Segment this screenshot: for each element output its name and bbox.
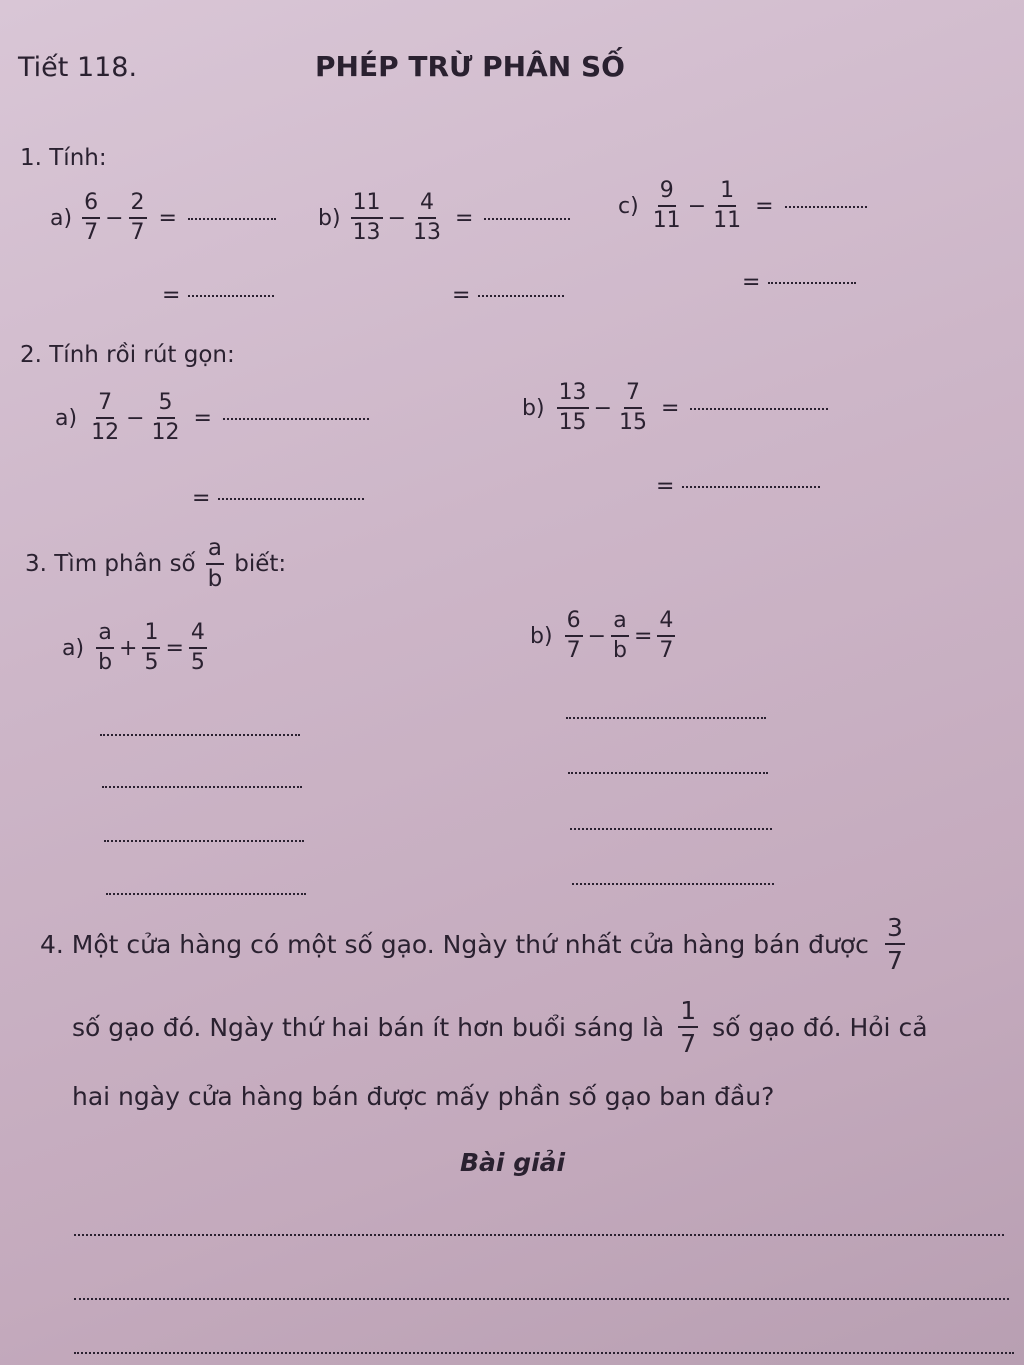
item-label: b)	[522, 395, 545, 421]
q2-a-second-line	[192, 486, 364, 511]
numerator: 1	[142, 622, 160, 649]
q1-item-b	[318, 192, 570, 244]
page-title: PHÉP TRỪ PHÂN SỐ	[315, 50, 625, 83]
numerator: 6	[82, 192, 100, 219]
answer-line[interactable]	[102, 786, 302, 788]
solution-heading: Bài giải	[460, 1148, 566, 1177]
q4-text-1: 4. Một cửa hàng có một số gạo. Ngày thứ nhất cửa hàng bán được	[40, 929, 869, 959]
denominator: 13	[413, 220, 441, 245]
numerator: a	[96, 622, 113, 649]
q4-line-1	[40, 915, 907, 973]
denominator: 7	[84, 220, 99, 245]
item-label: a)	[62, 635, 85, 661]
numerator: 9	[658, 180, 676, 207]
lesson-number: Tiết 118.	[18, 52, 138, 83]
answer-line[interactable]	[106, 893, 306, 895]
fraction	[351, 192, 383, 244]
q4-line-3: hai ngày cửa hàng bán được mấy phần số gạo ban đầu?	[72, 1082, 775, 1111]
item-label: c)	[618, 193, 639, 219]
fraction	[565, 610, 583, 662]
fraction	[557, 382, 589, 434]
fraction	[129, 192, 147, 244]
operator: −	[593, 395, 612, 421]
operator: −	[105, 205, 124, 231]
q4-text-2-post: số gạo đó. Hỏi cả	[712, 1012, 928, 1042]
equals-sign: =	[192, 486, 211, 511]
numerator: 1	[678, 998, 698, 1028]
fraction	[82, 192, 100, 244]
denominator: 13	[352, 220, 381, 245]
answer-line[interactable]	[568, 772, 768, 774]
item-label: a)	[50, 205, 73, 231]
q4-text-2-pre: số gạo đó. Ngày thứ hai bán ít hơn buổi sáng là	[72, 1012, 665, 1042]
equals-sign: =	[162, 283, 181, 308]
fraction	[411, 192, 443, 244]
fraction	[150, 392, 182, 444]
answer-line[interactable]	[572, 883, 774, 885]
numerator: 6	[565, 610, 583, 637]
operator: −	[126, 405, 145, 431]
item-label: b)	[318, 205, 341, 231]
answer-blank[interactable]	[223, 417, 369, 420]
q3-heading-post: biết:	[234, 551, 287, 577]
fraction	[89, 392, 121, 444]
numerator: 7	[96, 392, 114, 419]
item-label: a)	[55, 405, 78, 431]
denominator: 15	[619, 410, 647, 435]
equals-sign: =	[755, 193, 774, 219]
fraction	[651, 180, 683, 232]
denominator: 12	[151, 420, 180, 445]
numerator: a	[611, 610, 628, 637]
denominator: 7	[566, 638, 581, 663]
denominator: 11	[652, 208, 681, 233]
denominator: 7	[130, 220, 145, 245]
answer-blank[interactable]	[188, 294, 274, 297]
fraction	[711, 180, 743, 232]
fraction	[885, 915, 905, 973]
operator: +	[119, 635, 138, 661]
q3-item-a	[62, 622, 209, 674]
equals-sign: =	[158, 205, 177, 231]
item-label: b)	[530, 623, 553, 649]
numerator: 3	[885, 915, 905, 945]
q2-item-b	[522, 382, 828, 434]
answer-line[interactable]	[100, 734, 300, 736]
q2-item-a	[55, 392, 369, 444]
answer-blank[interactable]	[785, 205, 867, 208]
equals-sign: =	[661, 395, 680, 421]
numerator: 5	[157, 392, 175, 419]
numerator: 4	[418, 192, 436, 219]
equals-sign: =	[165, 635, 184, 661]
operator: −	[387, 205, 406, 231]
equals-sign: =	[742, 270, 761, 295]
solution-line[interactable]	[74, 1234, 1004, 1236]
q1-item-a	[50, 192, 276, 244]
denominator: 15	[558, 410, 587, 435]
equals-sign: =	[452, 283, 471, 308]
denominator: b	[98, 650, 113, 675]
q1-c-second-line	[742, 270, 856, 295]
fraction	[206, 537, 225, 591]
answer-blank[interactable]	[484, 217, 570, 220]
equals-sign: =	[193, 405, 212, 431]
equals-sign: =	[633, 623, 653, 649]
numerator: 13	[557, 382, 589, 409]
answer-line[interactable]	[570, 828, 772, 830]
fraction	[189, 622, 207, 674]
answer-line[interactable]	[566, 717, 766, 719]
answer-blank[interactable]	[682, 485, 820, 488]
solution-line[interactable]	[74, 1352, 1014, 1354]
denominator: 7	[659, 638, 674, 663]
numerator: 11	[351, 192, 383, 219]
numerator: a	[206, 537, 224, 565]
q1-item-c	[618, 180, 867, 232]
q3-heading-pre: 3. Tìm phân số	[25, 551, 196, 577]
q2-heading: 2. Tính rồi rút gọn:	[20, 342, 235, 368]
denominator: 11	[713, 208, 742, 233]
operator: −	[587, 623, 606, 649]
numerator: 2	[129, 192, 147, 219]
fraction	[611, 610, 629, 662]
equals-sign: =	[455, 205, 474, 231]
denominator: 7	[680, 1029, 697, 1058]
operator: −	[687, 193, 707, 219]
denominator: b	[613, 638, 627, 663]
q4-line-2	[72, 998, 928, 1056]
denominator: 5	[144, 650, 159, 675]
q1-b-second-line	[452, 283, 564, 308]
q3-heading	[25, 537, 286, 591]
q3-item-b	[530, 610, 677, 662]
numerator: 4	[189, 622, 207, 649]
denominator: 12	[91, 420, 120, 445]
answer-blank[interactable]	[218, 497, 364, 500]
equals-sign: =	[656, 474, 675, 499]
q1-heading: 1. Tính:	[20, 145, 107, 171]
fraction	[142, 622, 160, 674]
q2-b-second-line	[656, 474, 820, 499]
answer-blank[interactable]	[478, 294, 564, 297]
solution-line[interactable]	[74, 1298, 1009, 1300]
fraction	[96, 622, 114, 674]
answer-line[interactable]	[104, 840, 304, 842]
fraction	[678, 998, 698, 1056]
numerator: 7	[624, 382, 642, 409]
denominator: 5	[190, 650, 205, 675]
answer-blank[interactable]	[690, 407, 828, 410]
fraction	[617, 382, 649, 434]
numerator: 4	[657, 610, 675, 637]
denominator: b	[207, 566, 223, 592]
q1-a-second-line	[162, 283, 274, 308]
numerator: 1	[718, 180, 736, 207]
fraction	[657, 610, 675, 662]
denominator: 7	[886, 946, 903, 975]
answer-blank[interactable]	[188, 217, 276, 220]
answer-blank[interactable]	[768, 281, 856, 284]
